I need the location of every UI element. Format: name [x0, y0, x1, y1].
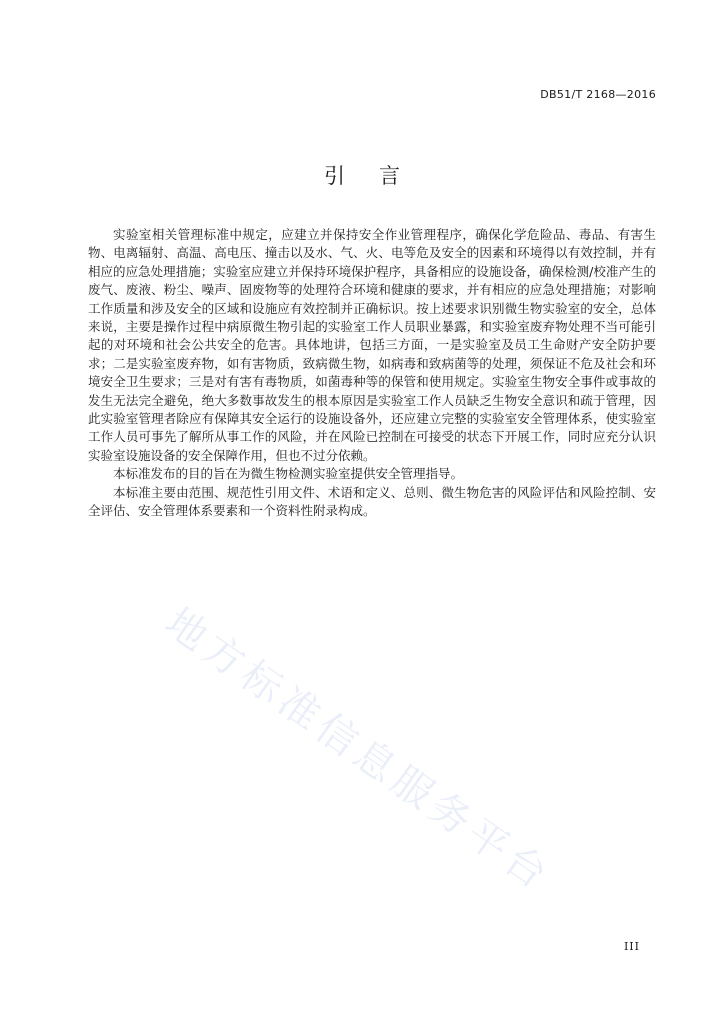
page-number: III [623, 940, 640, 953]
document-code: DB51/T 2168—2016 [540, 88, 656, 101]
page-title: 引言 [324, 164, 434, 188]
body-text [88, 226, 656, 521]
paragraph: 实验室相关管理标准中规定，应建立并保持安全作业管理程序，确保化学危险品、毒品、有害生物、电离辐射、高温、高电压、撞击以及水、气、火、电等危及安全的因素和环境得以有效控制，并有相应的应急处理措施；实验室应建立并保持环境保护程序，具备相应的设施设备，确保检测/校准产生的废气、废液、粉尘、噪声、固废物等的处理符合环境和健康的要求，并有相应的应急处理措施；对影响工作质量和涉及安全的区域和设施应有效控制并正确标识。按上述要求识别微生物实验室的安全，总体来说，主要是操作过程中病原微生物引起的实验室工作人员职业暴露，和实验室废弃物处理不当可能引起的对环境和社会公共安全的危害。具体地讲，包括三方面，一是实验室及员工生命财产安全防护要求；二是实验室废弃物，如有害物质，致病微生物，如病毒和致病菌等的处理，须保证不危及社会和环境安全卫生要求；三是对有害有毒物质，如菌毒种等的保管和使用规定。实验室生物安全事件或事故的发生无法完全避免，绝大多数事故发生的根本原因是实验室工作人员缺乏生物安全意识和疏于管理，因此实验室管理者除应有保障其安全运行的设施设备外，还应建立完整的实验室安全管理体系，使实验室工作人员可事先了解所从事工作的风险，并在风险已控制在可接受的状态下开展工作，同时应充分认识实验室设施设备的安全保障作用，但也不过分依赖。 [88, 227, 656, 463]
paragraph: 本标准主要由范围、规范性引用文件、术语和定义、总则、微生物危害的风险评估和风险控制、安全评估、安全管理体系要素和一个资料性附录构成。 [88, 484, 656, 519]
paragraph: 本标准发布的目的旨在为微生物检测实验室提供安全管理指导。 [113, 466, 464, 482]
watermark: 地方标准信息服务平台 [156, 599, 560, 901]
